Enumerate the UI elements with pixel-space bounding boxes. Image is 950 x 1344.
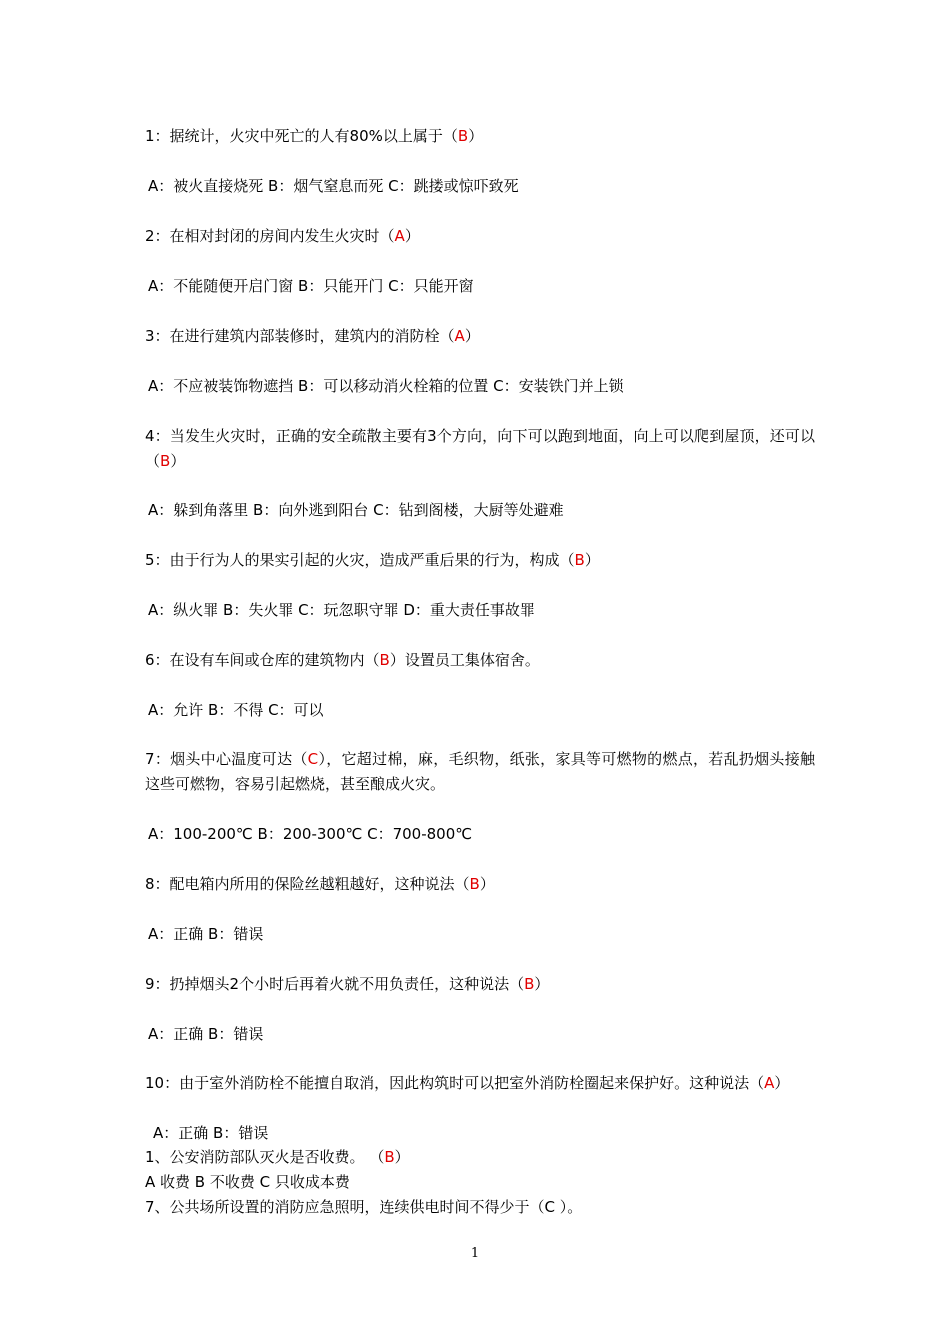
answer: C <box>307 750 319 768</box>
question-7: 7：烟头中心温度可达（C），它超过棉，麻，毛织物，纸张，家具等可燃物的燃点，若乱扔烟头接触这些可燃物，容易引起燃烧，甚至酿成火灾。 <box>145 750 815 793</box>
question-9: 9：扔掉烟头2个小时后再着火就不用负责任，这种说法（B） <box>145 975 550 993</box>
answer: B <box>384 1148 395 1166</box>
answer: A <box>454 327 465 345</box>
question-5: 5：由于行为人的果实引起的火灾，造成严重后果的行为，构成（B） <box>145 551 600 569</box>
options-3: A：不应被装饰物遮挡 B：可以移动消火栓箱的位置 C：安装铁门并上锁 <box>148 377 624 395</box>
options-7: A：100-200℃ B：200-300℃ C：700-800℃ <box>148 825 473 843</box>
options-10: A：正确 B：错误 <box>153 1124 269 1142</box>
options-2: A：不能随便开启门窗 B：只能开门 C：只能开窗 <box>148 277 474 295</box>
options-6: A：允许 B：不得 C：可以 <box>148 701 324 719</box>
answer: B <box>379 651 390 669</box>
question-lighting: 7、公共场所设置的消防应急照明，连续供电时间不得少于（C ）。 <box>145 1198 583 1216</box>
question-4: 4：当发生火灾时，正确的安全疏散主要有3个方向，向下可以跑到地面，向上可以爬到屋顶，还可以（B） <box>145 427 815 470</box>
question-1: 1：据统计，火灾中死亡的人有80%以上属于（B） <box>145 127 484 145</box>
question-6: 6：在设有车间或仓库的建筑物内（B）设置员工集体宿舍。 <box>145 651 540 669</box>
options-5: A：纵火罪 B：失火罪 C：玩忽职守罪 D：重大责任事故罪 <box>148 601 535 619</box>
page-number: 1 <box>470 1246 480 1261</box>
options-4: A：躲到角落里 B：向外逃到阳台 C：钻到阁楼，大厨等处避难 <box>148 501 564 519</box>
question-8: 8：配电箱内所用的保险丝越粗越好，这种说法（B） <box>145 875 495 893</box>
options-1: A：被火直接烧死 B：烟气窒息而死 C：跳搂或惊吓致死 <box>148 177 519 195</box>
answer: B <box>524 975 535 993</box>
question-3: 3：在进行建筑内部装修时，建筑内的消防栓（A） <box>145 327 480 345</box>
question-2: 2：在相对封闭的房间内发生火灾时（A） <box>145 227 420 245</box>
answer: B <box>469 875 480 893</box>
question-fee: 1、公安消防部队灭火是否收费。 （B） <box>145 1148 410 1166</box>
question-10: 10：由于室外消防栓不能擅自取消，因此构筑时可以把室外消防栓圈起来保护好。这种说法（A） <box>145 1074 790 1092</box>
answer: B <box>574 551 585 569</box>
answer: A <box>394 227 405 245</box>
options-fee: A 收费 B 不收费 C 只收成本费 <box>145 1173 350 1191</box>
answer: A <box>764 1074 775 1092</box>
options-8: A：正确 B：错误 <box>148 925 264 943</box>
answer: B <box>457 127 469 145</box>
answer: B <box>160 452 171 470</box>
options-9: A：正确 B：错误 <box>148 1025 264 1043</box>
